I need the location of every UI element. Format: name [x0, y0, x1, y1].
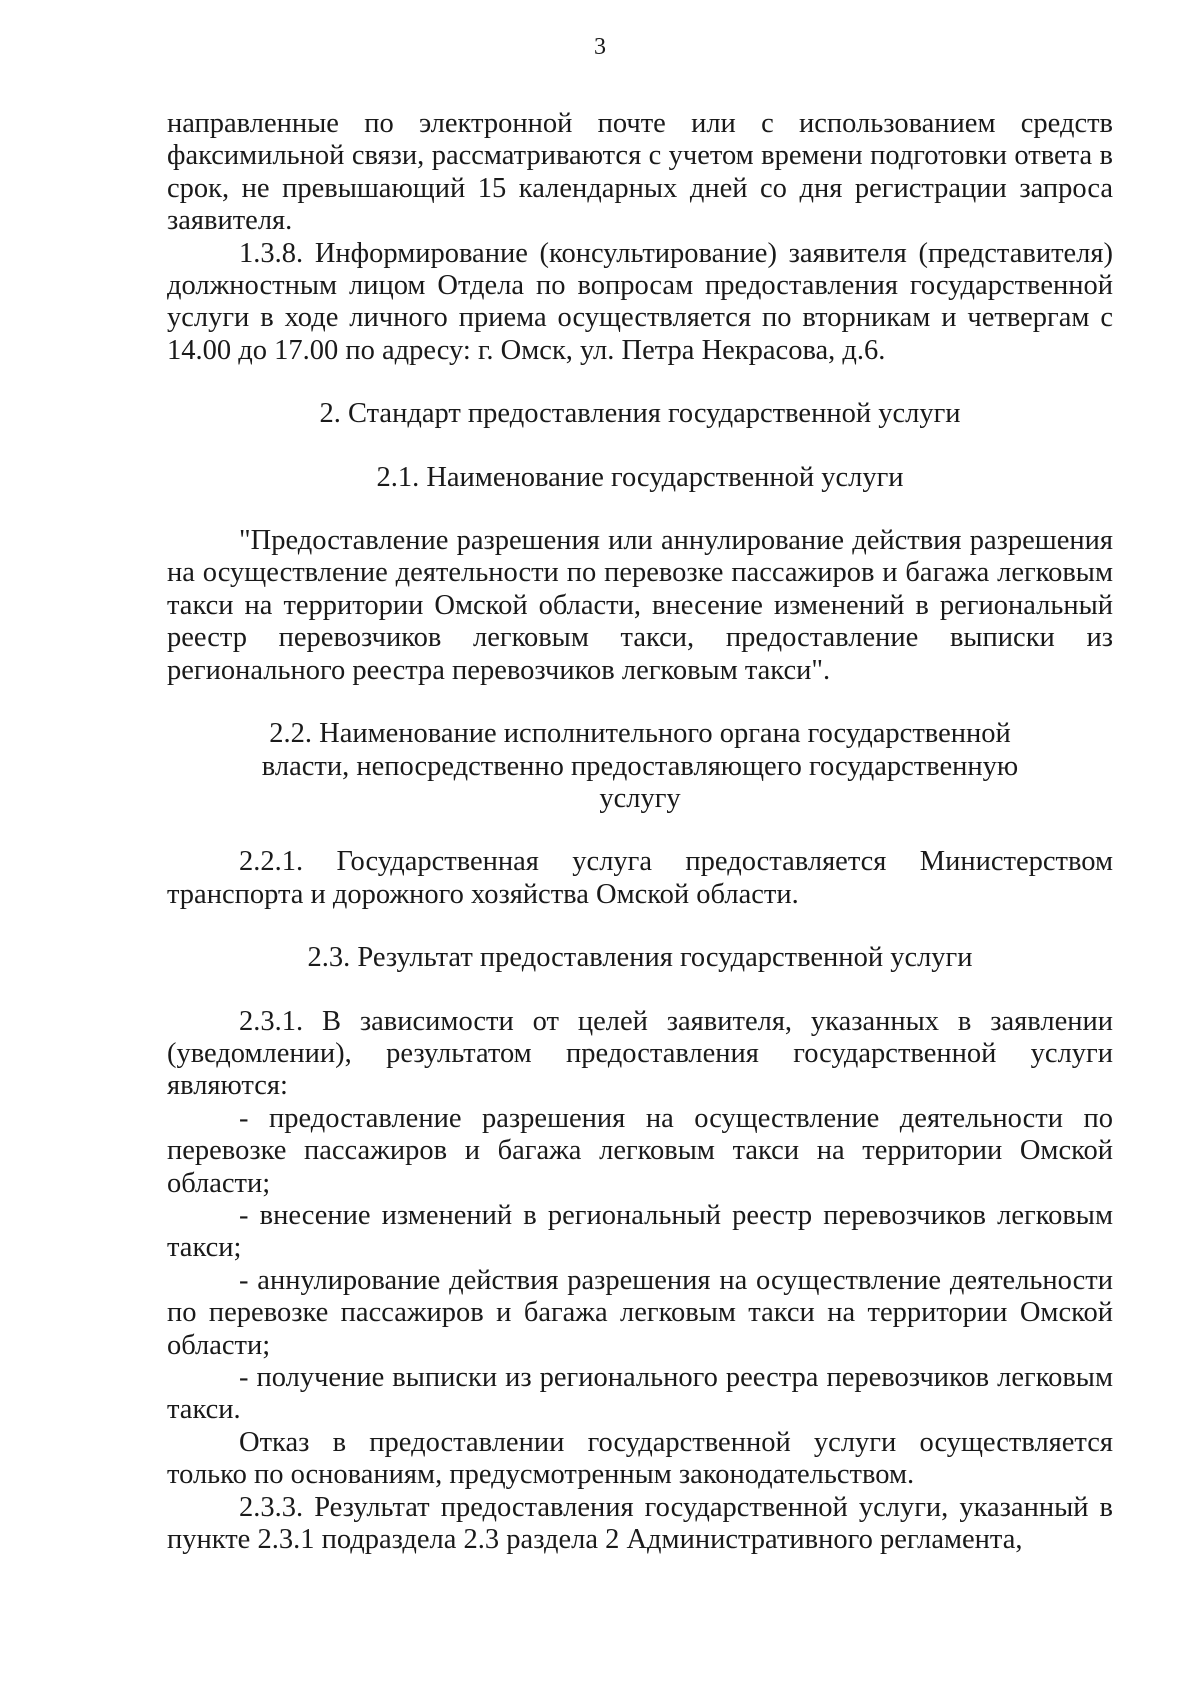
document-body — [167, 108, 1113, 1556]
section-2-heading: 2. Стандарт предоставления государственной услуги — [319, 398, 961, 430]
list-item: - аннулирование действия разрешения на осуществление деятельности по перевозке пассажиров и багажа легковым такси на территории Омской области; — [167, 1264, 1113, 1361]
subsection-2-2-heading: 2.2. Наименование исполнительного органа государственной власти, непосредственно предоставляющего государственную услугу — [261, 718, 1019, 814]
list-item: - предоставление разрешения на осуществление деятельности по перевозке пассажиров и багажа легковым такси на территории Омской области; — [167, 1102, 1113, 1199]
paragraph-2-3-1: 2.3.1. В зависимости от целей заявителя, указанных в заявлении (уведомлении), результатом предоставления государственной услуги являются: — [167, 1005, 1113, 1102]
paragraph-continuation: направленные по электронной почте или с использованием средств факсимильной связи, рассматриваются с учетом времени подготовки ответа в срок, не превышающий 15 календарных дней со дня регистрации запроса заявителя. — [167, 108, 1113, 237]
paragraph-refusal: Отказ в предоставлении государственной услуги осуществляется только по основаниям, предусмотренным законодательством. — [167, 1426, 1113, 1491]
paragraph-2-2-1: 2.2.1. Государственная услуга предоставляется Министерством транспорта и дорожного хозяйства Омской области. — [167, 846, 1113, 910]
subsection-2-3-heading: 2.3. Результат предоставления государственной услуги — [307, 942, 973, 974]
paragraph-1-3-8: 1.3.8. Информирование (консультирование) заявителя (представителя) должностным лицом Отдела по вопросам предоставления государственной услуги в ходе личного приема осуществляется по вторникам и четвергам с 14.00 до 17.00 по адресу: г. Омск, ул. Петра Некрасова, д.6. — [167, 237, 1113, 366]
subsection-2-1-heading: 2.1. Наименование государственной услуги — [376, 461, 904, 493]
paragraph-2-1-service-name: "Предоставление разрешения или аннулирование действия разрешения на осуществление деятельности по перевозке пассажиров и багажа легковым такси на территории Омской области, внесение изменений в региональный реестр перевозчиков легковым такси, предоставление выписки из регионального реестра перевозчиков легковым такси". — [167, 525, 1113, 686]
page-number: 3 — [594, 34, 606, 60]
list-item: - внесение изменений в региональный реестр перевозчиков легковым такси; — [167, 1199, 1113, 1264]
list-item: - получение выписки из регионального реестра перевозчиков легковым такси. — [167, 1362, 1113, 1426]
paragraph-2-3-3: 2.3.3. Результат предоставления государственной услуги, указанный в пункте 2.3.1 подраздела 2.3 раздела 2 Административного регламента, — [167, 1491, 1113, 1556]
